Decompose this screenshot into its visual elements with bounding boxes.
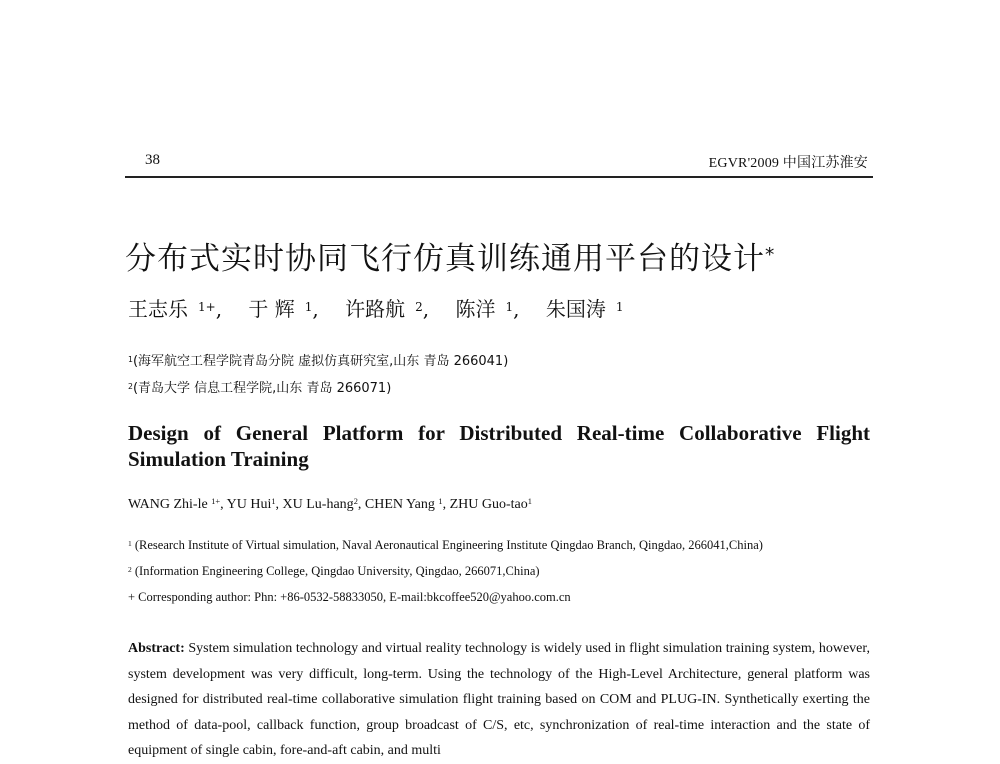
cn-author: 许路航 $^2$, [345, 297, 430, 321]
cn-author: 王志乐 $^{1+}$, [128, 297, 223, 321]
cn-affiliation-1: $^1$(海军航空工程学院青岛分院 虚拟仿真研究室,山东 青岛 266041) [128, 354, 509, 369]
abstract-text: System simulation technology and virtual reality technology is widely used in flight simulation training system, however, system development was very difficult, long-term. Using the technology of the High-Level Architecture, general platform was designed for distributed real-time collaborative simulation flight training based on COM and PLUG-IN. Synthetically exerting the method of data-pool, callback function, group broadcast of C/S, etc, synchronization of real-time interaction and the state of equipment of single cabin, fore-and-aft cabin, and multi [128, 641, 870, 758]
page-number: 38 [145, 152, 160, 168]
cn-author: 陈洋 $^1$, [455, 297, 520, 321]
chinese-title [125, 233, 775, 278]
chinese-authors [128, 293, 644, 322]
cn-author: 朱国涛 $^1$ [545, 297, 624, 321]
conference-header: EGVR'2009 中国江苏淮安 [708, 156, 868, 171]
chinese-title-text: 分布式实时协同飞行仿真训练通用平台的设计 [125, 241, 765, 277]
en-author: CHEN Yang $^1$, [364, 497, 450, 512]
english-title: Design of General Platform for Distributed Real-time Collaborative Flight Simulation Training [128, 421, 870, 471]
en-author: YU Hui$^1$, [226, 497, 283, 512]
en-affiliation-2: $^2$ (Information Engineering College, Qingdao University, Qingdao, 266071,China) [128, 564, 540, 578]
english-authors [128, 497, 532, 513]
en-author: WANG Zhi-le $^{1+}$, [128, 497, 227, 512]
en-author: XU Lu-hang$^2$, [282, 497, 365, 512]
abstract [128, 636, 870, 764]
cn-affiliation-2: $^2$(青岛大学 信息工程学院,山东 青岛 266071) [128, 381, 392, 396]
abstract-label: Abstract: [128, 641, 185, 656]
en-affiliation-1: $^1$ (Research Institute of Virtual simulation, Naval Aeronautical Engineering Institute Qingdao Branch, Qingdao, 266041,China) [128, 538, 763, 552]
corresponding-author: + Corresponding author: Phn: +86-0532-58833050, E-mail:bkcoffee520@yahoo.com.cn [128, 590, 571, 604]
en-author: ZHU Guo-tao$^1$ [449, 497, 532, 512]
title-footnote-mark: * [765, 244, 776, 266]
header-rule [125, 176, 873, 178]
cn-author: 于 辉 $^1$, [248, 297, 319, 321]
